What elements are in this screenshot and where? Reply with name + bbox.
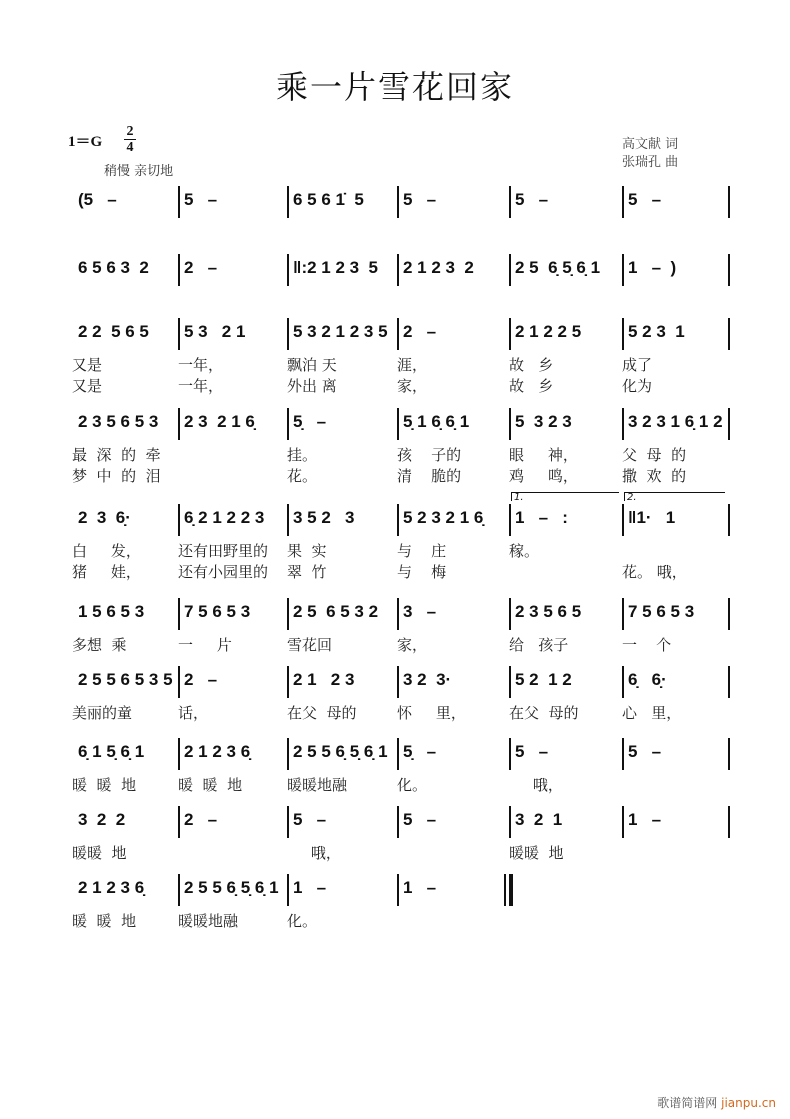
barline [287, 408, 289, 440]
system-row [72, 734, 728, 794]
lyric-text: 花。 [287, 467, 318, 485]
system-row [72, 662, 728, 722]
notes: 7 5 6 5 3 [184, 602, 251, 621]
notes: 2 – [403, 322, 437, 341]
lyric-text: 暖暖 地 [72, 844, 127, 862]
notes: 2 3 5 6 5 3 [78, 412, 159, 431]
notes: 6̣ 2 1 2 2 3 [184, 508, 265, 527]
barline [178, 874, 180, 906]
barline [397, 408, 399, 440]
measure [397, 500, 509, 581]
barline [509, 504, 511, 536]
notes: 6̣ 1 5̣ 6̣ 1 [78, 742, 145, 761]
lyric-text: 化。 [397, 776, 428, 794]
notes: 1 – [293, 878, 327, 897]
notes: 6̣ 6̣· [628, 670, 667, 689]
barline [622, 254, 624, 286]
notes: 3 5 2 3 [293, 508, 355, 527]
barline [509, 254, 511, 286]
barline [287, 806, 289, 838]
notes: 5 2 1 2 [515, 670, 572, 689]
system-row [72, 404, 728, 485]
measure [178, 734, 287, 794]
barline-end [728, 598, 730, 630]
lyric-text: 梦 中 的 泪 [72, 467, 161, 485]
measure [509, 182, 622, 222]
measure [72, 662, 178, 722]
credits [622, 136, 678, 172]
barline [509, 598, 511, 630]
volta-bracket: 1. [511, 492, 619, 501]
lyric-text: 怀 里， [397, 704, 466, 722]
barline [509, 666, 511, 698]
notes: 3 – [403, 602, 437, 621]
barline [622, 318, 624, 350]
barline [397, 666, 399, 698]
lyric-text: 还有田野里的 [178, 542, 269, 560]
measure [287, 314, 397, 395]
measure [622, 662, 728, 722]
meter-bottom: 4 [126, 140, 134, 155]
measure [397, 314, 509, 395]
system-row [72, 594, 728, 654]
lyric-text: 眼 神， [509, 446, 578, 464]
barline-end [728, 666, 730, 698]
barline [287, 666, 289, 698]
notes: 2 – [184, 810, 218, 829]
lyric-text: 涯， [397, 356, 428, 374]
lyric-text: 暖 暖 地 [178, 776, 243, 794]
watermark-url: jianpu.cn [721, 1096, 776, 1110]
system-row [72, 802, 728, 862]
notes: 2 5 5 6 5 3 5 [78, 670, 173, 689]
measure [622, 182, 728, 222]
lyric-text: 与 梅 [397, 563, 447, 581]
notes: 1 – ) [628, 258, 677, 277]
lyric-text: 花。 哦， [622, 563, 687, 581]
barline [397, 254, 399, 286]
lyric-text: 稼。 [509, 542, 540, 560]
lyric-text: 鸡 鸣， [509, 467, 578, 485]
lyric-text: 暖 暖 地 [72, 776, 137, 794]
notes: 5 – [628, 190, 662, 209]
lyric-text: 在父 母的 [509, 704, 579, 722]
barline [178, 318, 180, 350]
lyricist: 高文献 词 [622, 137, 679, 152]
measure [509, 734, 622, 794]
measure [622, 594, 728, 654]
lyric-text: 一 个 [622, 636, 672, 654]
measure [622, 492, 728, 581]
measure [622, 734, 728, 774]
notes: 2 5 6̣ 5̣ 6̣ 1 [515, 258, 601, 277]
notes: (5 – [78, 190, 117, 209]
notes: 1 – [628, 810, 662, 829]
barline [287, 254, 289, 286]
system-row [72, 250, 728, 290]
measure [509, 492, 622, 560]
measure [287, 404, 397, 485]
barline [509, 806, 511, 838]
measure [287, 182, 397, 222]
lyric-text: 化。 [287, 912, 318, 930]
notes: 5 2 3 2 1 6̣ [403, 508, 484, 527]
notes: 5 – [628, 742, 662, 761]
barline [397, 186, 399, 218]
measure [397, 594, 509, 654]
notes: 2 3 5 6 5 [515, 602, 582, 621]
tempo-marking: 稍慢 亲切地 [104, 164, 174, 179]
lyric-text: 又是 [72, 377, 103, 395]
composer: 张瑞孔 曲 [622, 155, 679, 170]
system-row [72, 314, 728, 395]
lyric-text: 撒 欢 的 [622, 467, 687, 485]
song-title: 乘一片雪花回家 [275, 68, 514, 106]
notes: 6 5 6 3 2 [78, 258, 149, 277]
notes: ‖:2 1 2 3 5 [293, 258, 379, 277]
measure [72, 250, 178, 290]
lyric-text: 在父 母的 [287, 704, 357, 722]
notes: 2 5 6 5 3 2 [293, 602, 379, 621]
barline-end [728, 738, 730, 770]
measure [622, 314, 728, 395]
lyric-text: 成了 [622, 356, 653, 374]
barline [622, 408, 624, 440]
barline [287, 318, 289, 350]
notes: 2 3 6̣· [78, 508, 131, 527]
barline [509, 318, 511, 350]
watermark [657, 1094, 776, 1111]
notes: 5 – [403, 190, 437, 209]
notes: 5 3 2 3 [515, 412, 572, 431]
measure [72, 182, 178, 222]
notes: 3 2 3 1 6̣ 1 2 [628, 412, 723, 431]
notes: 2 1 2 3 6̣ [78, 878, 145, 897]
lyric-text: 暖 暖 地 [72, 912, 137, 930]
lyric-text: 挂。 [287, 446, 318, 464]
lyric-text: 话， [178, 704, 209, 722]
measure [72, 734, 178, 794]
barline [397, 738, 399, 770]
barline [178, 408, 180, 440]
notes: 5̣ 1 6̣ 6̣ 1 [403, 412, 470, 431]
measure [178, 314, 287, 395]
measure [72, 314, 178, 395]
notes: 2 1 2 3 2 [403, 258, 474, 277]
notes: 5̣ – [293, 412, 327, 431]
notes: 2 5 5 6̣ 5̣ 6̣ 1 [184, 878, 279, 897]
meter-top: 2 [126, 124, 134, 139]
measure [509, 404, 622, 485]
notes: 5 3 2 1 2 3 5 [293, 322, 388, 341]
notes: 2 – [184, 670, 218, 689]
measure [72, 802, 178, 862]
lyric-text: 一 片 [178, 636, 232, 654]
measure [178, 182, 287, 222]
measure [287, 802, 397, 862]
barline [178, 598, 180, 630]
notes: 1 – : [515, 508, 568, 527]
barline [397, 598, 399, 630]
barline [287, 874, 289, 906]
barline [178, 254, 180, 286]
barline [287, 738, 289, 770]
measure [178, 870, 287, 930]
barline [287, 504, 289, 536]
measure [397, 802, 509, 842]
lyric-text: 白 发， [72, 542, 141, 560]
measure [397, 870, 509, 910]
lyric-text: 哦， [287, 844, 341, 862]
notes: 1 – [403, 878, 437, 897]
lyric-text: 一年， [178, 377, 224, 395]
measure [178, 250, 287, 290]
time-signature [124, 124, 136, 155]
lyric-text: 孩 子的 [397, 446, 462, 464]
barline [622, 504, 624, 536]
barline [178, 504, 180, 536]
measure [72, 870, 178, 930]
measure [397, 404, 509, 485]
barline [287, 598, 289, 630]
lyric-text: 暖暖 地 [509, 844, 564, 862]
notes: 2 2 5 6 5 [78, 322, 149, 341]
barline [397, 806, 399, 838]
measure [178, 802, 287, 842]
lyric-text: 父 母 的 [622, 446, 687, 464]
measure [287, 500, 397, 581]
notes: 5 – [515, 742, 549, 761]
notes: 2 – [184, 258, 218, 277]
notes: 3 2 1 [515, 810, 563, 829]
system-row [72, 182, 728, 222]
measure [178, 662, 287, 722]
measure [287, 594, 397, 654]
barline [622, 598, 624, 630]
notes: 2 3 2 1 6̣ [184, 412, 255, 431]
lyric-text: 还有小园里的 [178, 563, 269, 581]
lyric-text: 又是 [72, 356, 103, 374]
notes: 3 2 3· [403, 670, 452, 689]
notes: 2 1 2 3 [293, 670, 355, 689]
measure [509, 314, 622, 395]
measure [509, 594, 622, 654]
notes: 5 3 2 1 [184, 322, 246, 341]
notes: 5 – [515, 190, 549, 209]
lyric-text: 果 实 [287, 542, 327, 560]
barline-end [728, 504, 730, 536]
lyric-text: 多想 乘 [72, 636, 127, 654]
measure [397, 662, 509, 722]
volta-bracket: 2. [624, 492, 725, 501]
measure [509, 250, 622, 290]
barline [287, 186, 289, 218]
notes: 1 5 6 5 3 [78, 602, 145, 621]
measure [287, 662, 397, 722]
lyric-text: 外出 离 [287, 377, 337, 395]
measure [397, 182, 509, 222]
lyric-text: 最 深 的 牵 [72, 446, 161, 464]
lyric-text: 一年， [178, 356, 224, 374]
barline [397, 874, 399, 906]
measure [287, 250, 397, 290]
barline-end [728, 318, 730, 350]
notes: 5̣ – [403, 742, 437, 761]
lyric-text: 暖暖地融 [178, 912, 239, 930]
barline-end [728, 806, 730, 838]
final-barline-thin [504, 874, 506, 906]
measure [72, 500, 178, 581]
barline [178, 806, 180, 838]
lyric-text: 故 乡 [509, 377, 554, 395]
barline [509, 738, 511, 770]
barline [622, 666, 624, 698]
notes: ‖1· 1 [628, 508, 676, 527]
lyric-text: 哦， [509, 776, 563, 794]
lyric-text: 家， [397, 636, 428, 654]
measure [287, 870, 397, 930]
measure [397, 250, 509, 290]
lyric-text: 美丽的童 [72, 704, 133, 722]
system-row [72, 870, 728, 930]
notes: 7 5 6 5 3 [628, 602, 695, 621]
notes: 2 1 2 3 6̣ [184, 742, 251, 761]
lyric-text: 猪 娃， [72, 563, 141, 581]
lyric-text: 清 脆的 [397, 467, 462, 485]
barline-end [728, 186, 730, 218]
lyric-text: 雪花回 [287, 636, 333, 654]
measure [509, 802, 622, 862]
lyric-text: 飘泊 天 [287, 356, 337, 374]
measure [178, 404, 287, 444]
key-signature: 1＝G [68, 134, 103, 150]
barline [397, 318, 399, 350]
lyric-text: 翠 竹 [287, 563, 327, 581]
barline [509, 186, 511, 218]
lyric-text: 给 孩子 [509, 636, 569, 654]
measure [178, 594, 287, 654]
notes: 2 5 5 6̣ 5̣ 6̣ 1 [293, 742, 388, 761]
barline [622, 738, 624, 770]
measure [509, 662, 622, 722]
barline [178, 186, 180, 218]
barline [622, 186, 624, 218]
notes: 3 2 2 [78, 810, 126, 829]
measure [178, 500, 287, 581]
measure [287, 734, 397, 794]
barline [509, 408, 511, 440]
system-row [72, 492, 728, 581]
notes: 5 – [403, 810, 437, 829]
lyric-text: 家， [397, 377, 428, 395]
notes: 5 – [293, 810, 327, 829]
measure [397, 734, 509, 794]
notes: 5 2 3 1 [628, 322, 685, 341]
barline-end [509, 874, 513, 906]
notes: 6 5 6 1̇ 5 [293, 190, 364, 209]
lyric-text: 化为 [622, 377, 653, 395]
notes: 2 1 2 2 5 [515, 322, 582, 341]
measure [72, 404, 178, 485]
lyric-text: 故 乡 [509, 356, 554, 374]
watermark-site: 歌谱简谱网 [657, 1096, 718, 1110]
barline-end [728, 408, 730, 440]
notes: 5 – [184, 190, 218, 209]
lyric-text: 心 里， [622, 704, 682, 722]
measure [622, 802, 728, 842]
measure [72, 594, 178, 654]
barline-end [728, 254, 730, 286]
lyric-text: 与 庄 [397, 542, 447, 560]
measure [622, 404, 728, 485]
barline [178, 666, 180, 698]
barline [622, 806, 624, 838]
barline [397, 504, 399, 536]
measure [622, 250, 728, 290]
barline [178, 738, 180, 770]
lyric-text: 暖暖地融 [287, 776, 348, 794]
